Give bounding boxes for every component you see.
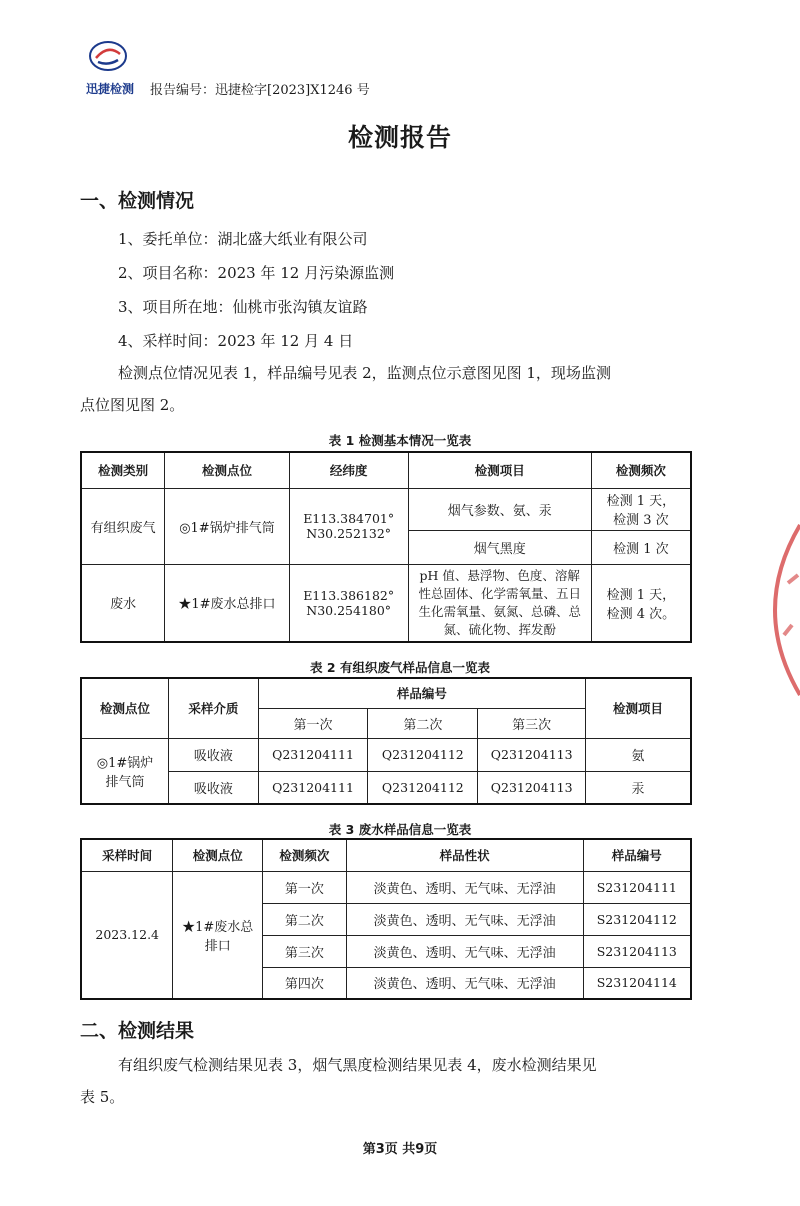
table-row xyxy=(81,871,691,903)
table1-caption: 表 1 检测基本情况一览表 xyxy=(328,433,472,448)
table3-header-row xyxy=(81,839,691,871)
info-project-location: 3、项目所在地：仙桃市张沟镇友谊路 xyxy=(118,298,368,316)
table3-description: 淡黄色、透明、无气味、无浮油 xyxy=(346,967,583,999)
table3-frequency: 第四次 xyxy=(263,967,347,999)
table2-sample-no: Q231204112 xyxy=(368,738,478,771)
table1-items xyxy=(408,564,591,642)
intro-paragraph-line1: 检测点位情况见表 1，样品编号见表 2，监测点位示意图见图 1，现场监测 xyxy=(118,364,611,382)
results-paragraph-line1: 有组织废气检测结果见表 3，烟气黑度检测结果见表 4，废水检测结果见 xyxy=(118,1056,597,1074)
table3-sample-no: S231204113 xyxy=(583,935,691,967)
table1-items: 烟气黑度 xyxy=(408,530,591,564)
intro-paragraph-line2: 点位图见图 2。 xyxy=(80,396,185,414)
table2 xyxy=(80,677,692,805)
table2-header: 检测项目 xyxy=(586,678,691,738)
table1-frequency xyxy=(591,564,691,642)
table3 xyxy=(80,838,692,1000)
table3-frequency: 第一次 xyxy=(263,871,347,903)
table1-header: 检测频次 xyxy=(591,452,691,488)
info-project-name: 2、项目名称：2023 年 12 月污染源监测 xyxy=(118,264,395,282)
table2-item: 氨 xyxy=(586,738,691,771)
table1-category: 废水 xyxy=(81,564,165,642)
red-seal-stamp-icon xyxy=(740,515,800,705)
table2-sample-no: Q231204113 xyxy=(478,738,586,771)
info-sampling-time: 4、采样时间：2023 年 12 月 4 日 xyxy=(118,332,354,350)
table1-frequency xyxy=(591,488,691,530)
table1-latitude: N30.254180° xyxy=(306,602,392,618)
table1-frequency-line: 检测 3 次 xyxy=(613,513,669,528)
results-paragraph-line2: 表 5。 xyxy=(80,1088,125,1106)
table3-frequency: 第二次 xyxy=(263,903,347,935)
table1-items-line: 氮、硫化物、挥发酚 xyxy=(443,621,556,637)
company-logo xyxy=(74,36,146,102)
table3-header: 样品编号 xyxy=(583,839,691,871)
table2-header: 样品编号 xyxy=(258,678,586,708)
table1-frequency-line: 检测 1 天， xyxy=(606,494,676,509)
logo-mark-icon xyxy=(88,36,128,76)
section-heading-1: 一、检测情况 xyxy=(80,190,195,212)
table-row xyxy=(81,771,691,804)
table2-item: 汞 xyxy=(586,771,691,804)
table1-header: 检测类别 xyxy=(81,452,165,488)
table3-header: 检测点位 xyxy=(173,839,263,871)
table1-coordinates xyxy=(289,564,408,642)
table2-medium: 吸收液 xyxy=(169,738,258,771)
table1-latitude: N30.252132° xyxy=(306,526,392,541)
table3-header: 采样时间 xyxy=(81,839,173,871)
table2-sample-no: Q231204111 xyxy=(258,771,368,804)
table1-frequency-line: 检测 1 天， xyxy=(606,587,676,603)
table2-header-row xyxy=(81,678,691,708)
table2-header: 采样介质 xyxy=(169,678,258,738)
table3-sample-no: S231204114 xyxy=(583,967,691,999)
page-title: 检测报告 xyxy=(347,123,452,152)
table2-subheader: 第三次 xyxy=(478,708,586,738)
table2-sample-no: Q231204113 xyxy=(478,771,586,804)
table1-items-line: pH 值、悬浮物、色度、溶解 xyxy=(419,567,580,583)
table1-longitude: E113.386182° xyxy=(303,587,395,603)
table3-point-line: ★1#废水总 xyxy=(182,919,254,935)
table3-point xyxy=(173,871,263,999)
table1-items-line: 生化需氧量、氨氮、总磷、总 xyxy=(418,603,581,619)
table1-longitude: E113.384701° xyxy=(303,511,395,526)
table1-items-line: 性总固体、化学需氧量、五日 xyxy=(418,585,581,601)
table-row xyxy=(81,488,691,530)
table1-category: 有组织废气 xyxy=(81,488,165,564)
table1-header: 检测点位 xyxy=(165,452,290,488)
table1-frequency-line: 检测 4 次。 xyxy=(606,606,676,622)
table2-sample-no: Q231204112 xyxy=(368,771,478,804)
table1-coordinates xyxy=(289,488,408,564)
table3-sample-no: S231204111 xyxy=(583,871,691,903)
table3-description: 淡黄色、透明、无气味、无浮油 xyxy=(346,903,583,935)
table2-subheader: 第一次 xyxy=(258,708,368,738)
table3-description: 淡黄色、透明、无气味、无浮油 xyxy=(346,871,583,903)
table3-header: 检测频次 xyxy=(263,839,347,871)
info-client: 1、委托单位：湖北盛大纸业有限公司 xyxy=(118,230,368,248)
table3-point-line: 排口 xyxy=(204,938,231,954)
table2-medium: 吸收液 xyxy=(169,771,258,804)
table3-date: 2023.12.4 xyxy=(81,871,173,999)
table3-frequency: 第三次 xyxy=(263,935,347,967)
table3-caption: 表 3 废水样品信息一览表 xyxy=(328,822,472,837)
table2-subheader: 第二次 xyxy=(368,708,478,738)
table1-header: 经纬度 xyxy=(289,452,408,488)
table2-caption: 表 2 有组织废气样品信息一览表 xyxy=(310,660,490,675)
table1-frequency: 检测 1 次 xyxy=(591,530,691,564)
table1-items: 烟气参数、氨、汞 xyxy=(408,488,591,530)
table-row xyxy=(81,564,691,642)
table2-point-line: ◎1#锅炉 xyxy=(96,755,154,771)
table1-header: 检测项目 xyxy=(408,452,591,488)
table2-header: 检测点位 xyxy=(81,678,169,738)
report-number: 报告编号：迅捷检字[2023]X1246 号 xyxy=(150,83,370,98)
table2-point-line: 排气筒 xyxy=(105,774,145,790)
table2-point xyxy=(81,738,169,804)
table1-point: ◎1#锅炉排气筒 xyxy=(165,488,290,564)
table3-header: 样品性状 xyxy=(346,839,583,871)
logo-text: 迅捷检测 xyxy=(85,82,134,96)
table-row xyxy=(81,738,691,771)
table3-sample-no: S231204112 xyxy=(583,903,691,935)
table2-sample-no: Q231204111 xyxy=(258,738,368,771)
section-heading-2: 二、检测结果 xyxy=(80,1020,195,1042)
table3-description: 淡黄色、透明、无气味、无浮油 xyxy=(346,935,583,967)
table1 xyxy=(80,451,692,643)
table1-point: ★1#废水总排口 xyxy=(165,564,290,642)
table1-header-row xyxy=(81,452,691,488)
page-number: 第3页 共9页 xyxy=(362,1142,438,1157)
